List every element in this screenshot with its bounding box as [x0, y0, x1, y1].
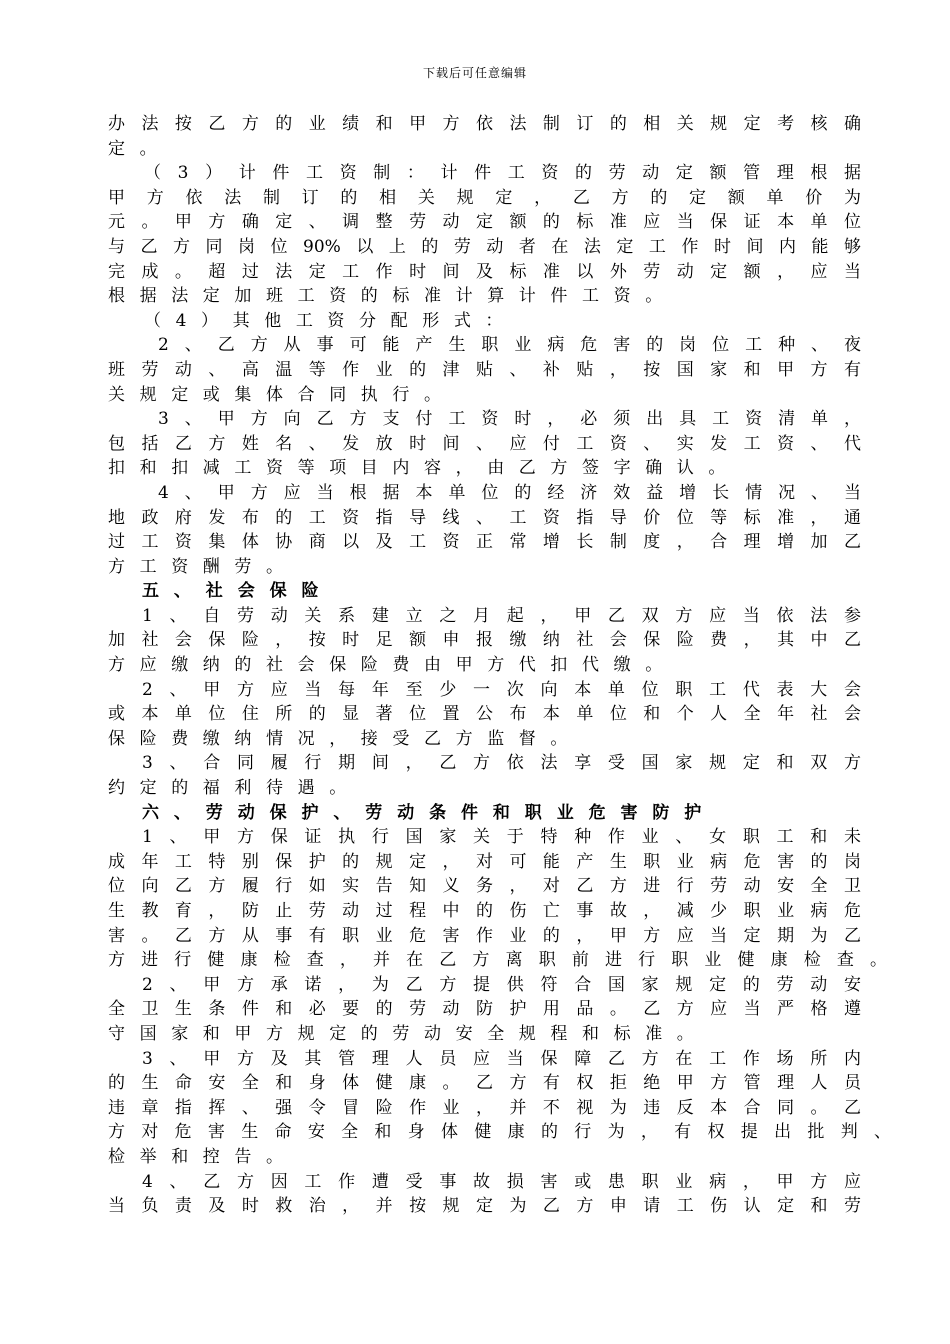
- text-line: 成年工特别保护的规定，对可能产生职业病危害的岗: [108, 851, 861, 872]
- text-line: 4、甲方应当根据本单位的经济效益增长情况、当: [158, 482, 861, 503]
- text-line: 2、甲方应当每年至少一次向本单位职工代表大会: [142, 679, 861, 700]
- text-line: 害。乙方从事有职业危害作业的，甲方应当定期为乙: [108, 925, 861, 946]
- section-heading: 五、社会保险: [142, 581, 334, 602]
- text-line: 生教育，防止劳动过程中的伤亡事故，减少职业病危: [108, 901, 861, 921]
- text-line: 当负责及时救治，并按规定为乙方申请工伤认定和劳: [108, 1196, 861, 1217]
- text-line: 方应缴纳的社会保险费由甲方代扣代缴。: [108, 655, 677, 676]
- text-line: 或本单位住所的显著位置公布本单位和个人全年社会: [108, 704, 861, 725]
- text-line: 班劳动、高温等作业的津贴、补贴，按国家和甲方有: [108, 359, 861, 380]
- section-heading: 六、劳动保护、劳动条件和职业危害防护: [142, 802, 717, 823]
- text-line: 方对危害生命安全和身体健康的行为，有权提出批判、: [108, 1122, 891, 1143]
- text-line: 保险费缴纳情况，接受乙方监督。: [108, 728, 582, 749]
- text-line: 3、甲方向乙方支付工资时，必须出具工资清单，: [158, 409, 861, 430]
- text-line: 关规定或集体合同执行。: [108, 384, 456, 405]
- text-line: 3、甲方及其管理人员应当保障乙方在工作场所内: [142, 1048, 861, 1069]
- text-line: 2、甲方承诺，为乙方提供符合国家规定的劳动安: [142, 974, 861, 995]
- text-line: 过工资集体协商以及工资正常增长制度，合理增加乙: [108, 532, 861, 553]
- text-line: 办法按乙方的业绩和甲方依法制订的相关规定考核确: [108, 114, 861, 134]
- text-line: 定。: [108, 138, 172, 159]
- text-line: 完成。超过法定工作时间及标准以外劳动定额，应当: [108, 261, 861, 282]
- text-line: 扣和扣减工资等项目内容，由乙方签字确认。: [108, 458, 740, 479]
- text-line: 与乙方同岗位90%以上的劳动者在法定工作时间内能够: [108, 236, 861, 257]
- text-line: 1、甲方保证执行国家关于特种作业、女职工和未: [142, 827, 861, 848]
- text-line: 检举和控告。: [108, 1146, 298, 1167]
- text-line: 地政府发布的工资指导线、工资指导价位等标准，通: [108, 507, 861, 528]
- text-line: 违章指挥、强令冒险作业，并不视为违反本合同。乙: [108, 1097, 861, 1118]
- text-line: 1、自劳动关系建立之月起，甲乙双方应当依法参: [142, 605, 861, 626]
- text-line: 包括乙方姓名、发放时间、应付工资、实发工资、代: [108, 433, 861, 454]
- text-line: 加社会保险，按时足额申报缴纳社会保险费，其中乙: [108, 630, 861, 651]
- text-line: 甲方依法制订的相关规定，乙方的定额单价为: [108, 187, 861, 208]
- text-line: 元。甲方确定、调整劳动定额的标准应当保证本单位: [108, 212, 861, 233]
- text-line: 4、乙方因工作遭受事故损害或患职业病，甲方应: [142, 1171, 861, 1192]
- page-header-note: 下载后可任意编辑: [422, 66, 527, 80]
- text-line: （4）其他工资分配形式：: [144, 310, 518, 331]
- text-line: （3）计件工资制：计件工资的劳动定额管理根据: [144, 163, 861, 184]
- text-line: 2、乙方从事可能产生职业病危害的岗位工种、夜: [158, 335, 861, 356]
- text-line: 根据法定加班工资的标准计算计件工资。: [108, 286, 677, 307]
- document-body: [108, 112, 891, 1219]
- text-line: 3、合同履行期间，乙方依法享受国家规定和双方: [142, 753, 861, 774]
- text-line: 守国家和甲方规定的劳动安全规程和标准。: [108, 1023, 709, 1044]
- text-line: 位向乙方履行如实告知义务，对乙方进行劳动安全卫: [108, 876, 861, 897]
- text-line: 方进行健康检查，并在乙方离职前进行职业健康检查。: [108, 950, 887, 971]
- text-line: 的生命安全和身体健康。乙方有权拒绝甲方管理人员: [108, 1073, 861, 1094]
- text-line: 全卫生条件和必要的劳动防护用品。乙方应当严格遵: [108, 999, 861, 1020]
- text-line: 方工资酬劳。: [108, 556, 298, 577]
- text-line: 约定的福利待遇。: [108, 778, 361, 799]
